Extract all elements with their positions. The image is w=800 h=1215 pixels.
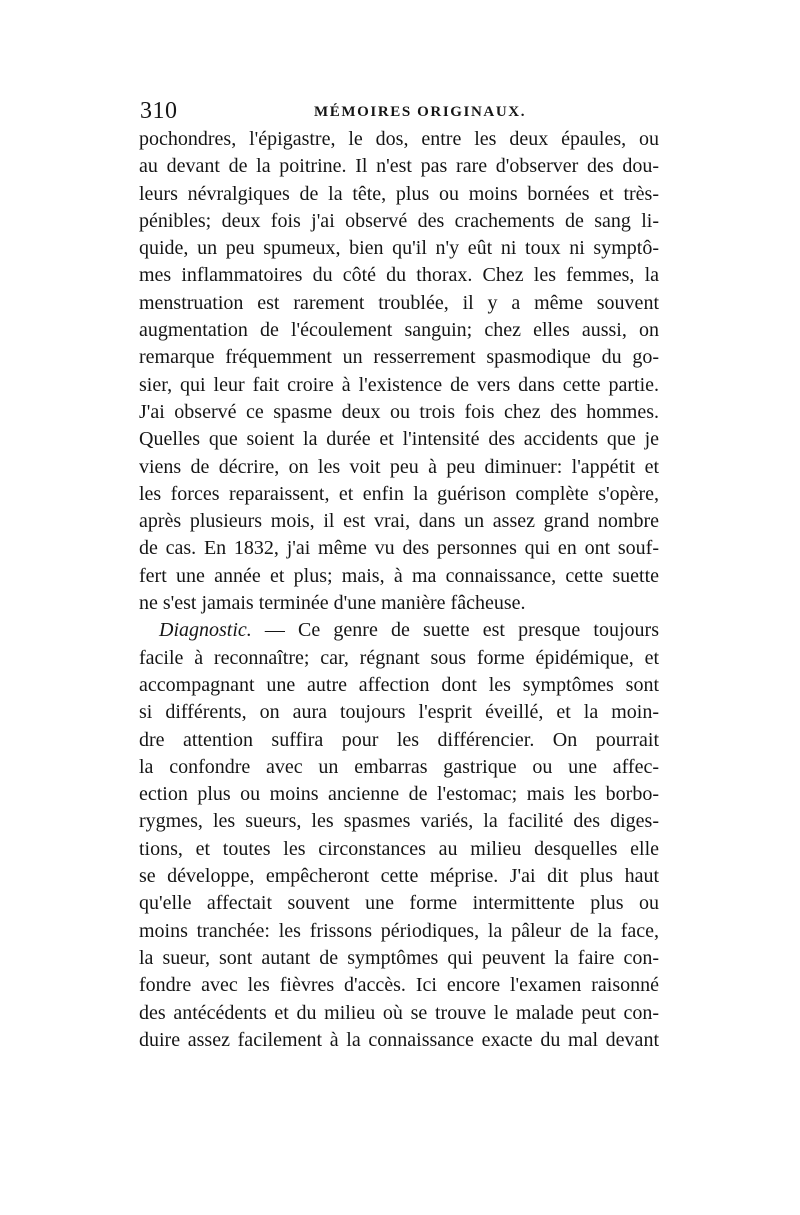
text-line: remarque fréquemment un resserrement spasmodique du go- (139, 346, 659, 369)
text-line: mes inflammatoires du côté du thorax. Chez les femmes, la (139, 264, 659, 287)
text-line: se développe, empêcheront cette méprise. J'ai dit plus haut (139, 865, 659, 888)
text-line: après plusieurs mois, il est vrai, dans un assez grand nombre (139, 510, 659, 533)
body-text (139, 126, 659, 1054)
text-line: ne s'est jamais terminée d'une manière fâcheuse. (139, 592, 526, 615)
text-line: les forces reparaissent, et enfin la guérison complète s'opère, (139, 482, 659, 505)
text-line: tions, et toutes les circonstances au milieu desquelles elle (139, 837, 659, 860)
text-line: augmentation de l'écoulement sanguin; chez elles aussi, on (139, 319, 659, 342)
text-line: accompagnant une autre affection dont les symptômes sont (139, 673, 659, 696)
text-line: facile à reconnaître; car, régnant sous forme épidémique, et (139, 646, 659, 669)
text-line: de cas. En 1832, j'ai même vu des personnes qui en ont souf- (139, 537, 659, 560)
text-line: la confondre avec un embarras gastrique ou une affec- (139, 755, 659, 778)
text-line: leurs névralgiques de la tête, plus ou moins bornées et très- (139, 182, 659, 205)
text-line: fondre avec les fièvres d'accès. Ici encore l'examen raisonné (139, 974, 659, 997)
diagnostic-first-line-text: — Ce genre de suette est presque toujours (251, 619, 659, 642)
text-line: quide, un peu spumeux, bien qu'il n'y eût ni toux ni symptô- (139, 237, 659, 260)
text-line: dre attention suffira pour les différencier. On pourrait (139, 728, 659, 751)
text-line: ection plus ou moins ancienne de l'estomac; mais les borbo- (139, 783, 659, 806)
text-line: qu'elle affectait souvent une forme intermittente plus ou (139, 892, 659, 915)
text-line: moins tranchée: les frissons périodiques, la pâleur de la face, (139, 919, 659, 942)
text-line: si différents, on aura toujours l'esprit éveillé, et la moin- (139, 701, 659, 724)
text-line: la sueur, sont autant de symptômes qui peuvent la faire con- (139, 946, 659, 969)
text-line: au devant de la poitrine. Il n'est pas rare d'observer des dou- (139, 155, 659, 178)
running-head: MÉMOIRES ORIGINAUX. (314, 104, 527, 120)
text-line: duire assez facilement à la connaissance exacte du mal devant (139, 1028, 659, 1051)
text-line: Quelles que soient la durée et l'intensité des accidents que je (139, 428, 659, 451)
text-line: sier, qui leur fait croire à l'existence de vers dans cette partie. (139, 373, 659, 396)
text-line: viens de décrire, on les voit peu à peu diminuer: l'appétit et (139, 455, 659, 478)
diagnostic-line (139, 617, 659, 644)
text-line: pénibles; deux fois j'ai observé des crachements de sang li- (139, 209, 659, 232)
text-line: des antécédents et du milieu où se trouve le malade peut con- (139, 1001, 659, 1024)
text-line: pochondres, l'épigastre, le dos, entre les deux épaules, ou (139, 128, 659, 150)
text-line: menstruation est rarement troublée, il y a même souvent (139, 291, 659, 314)
page-number: 310 (140, 98, 178, 124)
diagnostic-heading: Diagnostic. (159, 619, 252, 642)
text-line: J'ai observé ce spasme deux ou trois fois chez des hommes. (139, 400, 659, 423)
text-line: rygmes, les sueurs, les spasmes variés, la facilité des diges- (139, 810, 659, 833)
text-line: fert une année et plus; mais, à ma connaissance, cette suette (139, 564, 659, 587)
page-header (140, 97, 660, 127)
